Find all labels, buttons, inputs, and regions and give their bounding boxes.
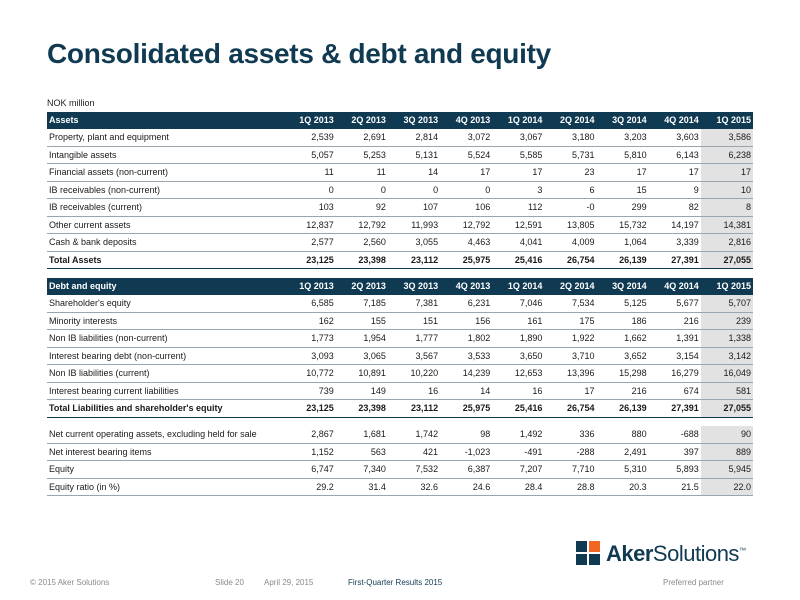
table-cell: 7,534 xyxy=(544,295,596,312)
table-cell: 3,072 xyxy=(440,129,492,146)
table-row xyxy=(47,478,753,496)
footer-slide: Slide 20 xyxy=(215,578,244,587)
table-cell: 216 xyxy=(649,312,701,330)
table-cell: 10,772 xyxy=(284,365,336,383)
table-cell: 581 xyxy=(701,382,753,400)
table-cell: 27,391 xyxy=(649,400,701,418)
table-cell: 156 xyxy=(440,312,492,330)
table-row xyxy=(47,234,753,252)
table-cell: 17 xyxy=(649,164,701,182)
column-header-period: 1Q 2015 xyxy=(701,278,753,295)
table-row xyxy=(47,443,753,461)
table-cell: 3,093 xyxy=(284,347,336,365)
table-cell: 161 xyxy=(492,312,544,330)
table-cell: 5,893 xyxy=(649,461,701,479)
table-cell: -0 xyxy=(544,199,596,217)
table-cell: 239 xyxy=(701,312,753,330)
table-cell: 12,792 xyxy=(336,216,388,234)
table-cell: 92 xyxy=(336,199,388,217)
table-cell: 12,653 xyxy=(492,365,544,383)
column-header-period: 2Q 2013 xyxy=(336,278,388,295)
table-cell: 10,220 xyxy=(388,365,440,383)
table-cell: 4,009 xyxy=(544,234,596,252)
table-cell: 5,057 xyxy=(284,146,336,164)
table-cell: 12,837 xyxy=(284,216,336,234)
table-cell: 2,577 xyxy=(284,234,336,252)
table-cell: 421 xyxy=(388,443,440,461)
table-cell: 1,391 xyxy=(649,330,701,348)
row-label: Net current operating assets, excluding held for sale xyxy=(47,426,284,443)
table-cell: 15,298 xyxy=(597,365,649,383)
table-cell: 26,754 xyxy=(544,251,596,269)
table-cell: 11 xyxy=(336,164,388,182)
table-cell: 29.2 xyxy=(284,478,336,496)
table-cell: 3,203 xyxy=(597,129,649,146)
row-label: Non IB liabilities (non-current) xyxy=(47,330,284,348)
table-cell: 3,652 xyxy=(597,347,649,365)
table-cell: 7,207 xyxy=(492,461,544,479)
row-label: Financial assets (non-current) xyxy=(47,164,284,182)
table-cell: 6,231 xyxy=(440,295,492,312)
table-cell: 880 xyxy=(597,426,649,443)
table-cell: 112 xyxy=(492,199,544,217)
table-cell: 106 xyxy=(440,199,492,217)
table-cell: 3,533 xyxy=(440,347,492,365)
table-cell: 1,802 xyxy=(440,330,492,348)
table-cell: 9 xyxy=(649,181,701,199)
row-label: Net interest bearing items xyxy=(47,443,284,461)
column-header-period: 3Q 2014 xyxy=(597,112,649,129)
table-row xyxy=(47,181,753,199)
table-cell: 7,340 xyxy=(336,461,388,479)
row-label: Equity xyxy=(47,461,284,479)
table-cell: 26,139 xyxy=(597,400,649,418)
table-cell: 7,185 xyxy=(336,295,388,312)
row-label: Other current assets xyxy=(47,216,284,234)
total-row xyxy=(47,400,753,418)
table-cell: 3,065 xyxy=(336,347,388,365)
table-cell: 6,747 xyxy=(284,461,336,479)
table-cell: 17 xyxy=(544,382,596,400)
table-cell: 3,339 xyxy=(649,234,701,252)
table-cell: 7,381 xyxy=(388,295,440,312)
table-cell: 2,560 xyxy=(336,234,388,252)
table-row xyxy=(47,461,753,479)
table-cell: 3,586 xyxy=(701,129,753,146)
column-header-period: 3Q 2013 xyxy=(388,278,440,295)
table-cell: 28.4 xyxy=(492,478,544,496)
table-cell: 175 xyxy=(544,312,596,330)
table-row xyxy=(47,146,753,164)
table-cell: 31.4 xyxy=(336,478,388,496)
table-cell: 3,603 xyxy=(649,129,701,146)
table-cell: 6,238 xyxy=(701,146,753,164)
table-cell: 27,391 xyxy=(649,251,701,269)
table-cell: 24.6 xyxy=(440,478,492,496)
row-label: Property, plant and equipment xyxy=(47,129,284,146)
column-header-period: 1Q 2013 xyxy=(284,112,336,129)
table-cell: 11 xyxy=(284,164,336,182)
table-cell: 0 xyxy=(440,181,492,199)
table-cell: 23,112 xyxy=(388,251,440,269)
table-row xyxy=(47,164,753,182)
table-cell: 6,143 xyxy=(649,146,701,164)
table-cell: 2,491 xyxy=(597,443,649,461)
table-cell: 17 xyxy=(701,164,753,182)
table-row xyxy=(47,347,753,365)
table-cell: 5,131 xyxy=(388,146,440,164)
table-cell: 3,055 xyxy=(388,234,440,252)
footer-event: First-Quarter Results 2015 xyxy=(348,578,443,587)
column-header-period: 1Q 2014 xyxy=(492,112,544,129)
table-cell: 22.0 xyxy=(701,478,753,496)
table-cell: -688 xyxy=(649,426,701,443)
table-cell: 5,707 xyxy=(701,295,753,312)
table-row xyxy=(47,199,753,217)
row-label: Interest bearing current liabilities xyxy=(47,382,284,400)
assets-table xyxy=(47,112,753,269)
table-cell: 299 xyxy=(597,199,649,217)
table-cell: 25,416 xyxy=(492,400,544,418)
table-cell: 1,681 xyxy=(336,426,388,443)
unit-label: NOK million xyxy=(47,98,95,108)
table-cell: 0 xyxy=(336,181,388,199)
table-cell: 149 xyxy=(336,382,388,400)
table-cell: 25,975 xyxy=(440,251,492,269)
row-label: Interest bearing debt (non-current) xyxy=(47,347,284,365)
table-cell: 23 xyxy=(544,164,596,182)
table-cell: 3,180 xyxy=(544,129,596,146)
column-header-label: Assets xyxy=(47,112,284,129)
table-row xyxy=(47,365,753,383)
table-cell: 397 xyxy=(649,443,701,461)
row-label: Non IB liabilities (current) xyxy=(47,365,284,383)
table-cell: 1,922 xyxy=(544,330,596,348)
footer-tag: Preferred partner xyxy=(663,578,724,587)
table-row xyxy=(47,216,753,234)
table-row xyxy=(47,312,753,330)
table-cell: 8 xyxy=(701,199,753,217)
table-cell: 26,754 xyxy=(544,400,596,418)
table-cell: 90 xyxy=(701,426,753,443)
table-cell: 1,064 xyxy=(597,234,649,252)
table-cell: 14,381 xyxy=(701,216,753,234)
table-cell: 563 xyxy=(336,443,388,461)
column-header-period: 2Q 2014 xyxy=(544,278,596,295)
table-cell: 6,585 xyxy=(284,295,336,312)
column-header-period: 4Q 2013 xyxy=(440,278,492,295)
table-cell: 1,492 xyxy=(492,426,544,443)
table-header-row xyxy=(47,278,753,295)
table-cell: 5,125 xyxy=(597,295,649,312)
table-cell: 0 xyxy=(388,181,440,199)
table-cell: 13,396 xyxy=(544,365,596,383)
table-cell: 14 xyxy=(388,164,440,182)
total-row xyxy=(47,251,753,269)
column-header-period: 1Q 2015 xyxy=(701,112,753,129)
table-cell: 1,954 xyxy=(336,330,388,348)
table-cell: 5,524 xyxy=(440,146,492,164)
table-cell: 14,197 xyxy=(649,216,701,234)
row-label: Total Assets xyxy=(47,251,284,269)
table-cell: 6 xyxy=(544,181,596,199)
table-cell: 3,142 xyxy=(701,347,753,365)
table-cell: 1,662 xyxy=(597,330,649,348)
table-cell: 2,867 xyxy=(284,426,336,443)
table-cell: 162 xyxy=(284,312,336,330)
footer-copyright: © 2015 Aker Solutions xyxy=(30,578,110,587)
table-cell: 17 xyxy=(597,164,649,182)
table-cell: 3,154 xyxy=(649,347,701,365)
table-cell: 82 xyxy=(649,199,701,217)
table-cell: -491 xyxy=(492,443,544,461)
row-label: IB receivables (non-current) xyxy=(47,181,284,199)
column-header-period: 4Q 2013 xyxy=(440,112,492,129)
aker-solutions-logo xyxy=(576,541,745,567)
table-cell: 26,139 xyxy=(597,251,649,269)
column-header-period: 3Q 2014 xyxy=(597,278,649,295)
table-cell: 7,710 xyxy=(544,461,596,479)
table-row xyxy=(47,426,753,443)
table-cell: 25,975 xyxy=(440,400,492,418)
table-cell: 23,125 xyxy=(284,400,336,418)
column-header-period: 3Q 2013 xyxy=(388,112,440,129)
row-label: Shareholder's equity xyxy=(47,295,284,312)
debt-equity-table xyxy=(47,278,753,418)
table-header-row xyxy=(47,112,753,129)
table-cell: 216 xyxy=(597,382,649,400)
table-cell: 0 xyxy=(284,181,336,199)
row-label: Minority interests xyxy=(47,312,284,330)
column-header-period: 2Q 2014 xyxy=(544,112,596,129)
table-cell: 186 xyxy=(597,312,649,330)
table-cell: 1,338 xyxy=(701,330,753,348)
table-cell: 5,731 xyxy=(544,146,596,164)
table-cell: 27,055 xyxy=(701,251,753,269)
table-cell: 27,055 xyxy=(701,400,753,418)
table-cell: -1,023 xyxy=(440,443,492,461)
table-cell: 98 xyxy=(440,426,492,443)
table-cell: 6,387 xyxy=(440,461,492,479)
table-cell: 103 xyxy=(284,199,336,217)
table-cell: 16,049 xyxy=(701,365,753,383)
table-cell: 3,067 xyxy=(492,129,544,146)
table-cell: 3,650 xyxy=(492,347,544,365)
table-cell: 25,416 xyxy=(492,251,544,269)
table-cell: 23,398 xyxy=(336,400,388,418)
table-row xyxy=(47,129,753,146)
table-cell: 5,253 xyxy=(336,146,388,164)
table-cell: 14,239 xyxy=(440,365,492,383)
table-cell: 889 xyxy=(701,443,753,461)
table-cell: 5,310 xyxy=(597,461,649,479)
table-row xyxy=(47,295,753,312)
table-cell: 32.6 xyxy=(388,478,440,496)
table-cell: 7,532 xyxy=(388,461,440,479)
table-cell: 16 xyxy=(388,382,440,400)
table-cell: 10 xyxy=(701,181,753,199)
table-cell: 151 xyxy=(388,312,440,330)
table-cell: 17 xyxy=(440,164,492,182)
table-cell: 4,463 xyxy=(440,234,492,252)
table-cell: 3 xyxy=(492,181,544,199)
row-label: Equity ratio (in %) xyxy=(47,478,284,496)
row-label: Total Liabilities and shareholder's equity xyxy=(47,400,284,418)
column-header-period: 1Q 2013 xyxy=(284,278,336,295)
column-header-period: 2Q 2013 xyxy=(336,112,388,129)
table-cell: 15,732 xyxy=(597,216,649,234)
table-cell: 4,041 xyxy=(492,234,544,252)
column-header-label: Debt and equity xyxy=(47,278,284,295)
table-cell: 5,945 xyxy=(701,461,753,479)
table-cell: 1,152 xyxy=(284,443,336,461)
table-cell: 16 xyxy=(492,382,544,400)
table-cell: 7,046 xyxy=(492,295,544,312)
table-cell: 23,125 xyxy=(284,251,336,269)
column-header-period: 4Q 2014 xyxy=(649,278,701,295)
table-cell: 10,891 xyxy=(336,365,388,383)
table-cell: 5,810 xyxy=(597,146,649,164)
logo-text: AkerSolutions™ xyxy=(606,541,746,566)
table-cell: 5,585 xyxy=(492,146,544,164)
table-cell: 2,814 xyxy=(388,129,440,146)
row-label: IB receivables (current) xyxy=(47,199,284,217)
table-cell: 3,710 xyxy=(544,347,596,365)
table-row xyxy=(47,382,753,400)
table-cell: 3,567 xyxy=(388,347,440,365)
table-cell: 23,398 xyxy=(336,251,388,269)
key-figures-table xyxy=(47,426,753,496)
logo-mark-icon xyxy=(576,541,602,567)
table-cell: 1,773 xyxy=(284,330,336,348)
table-cell: 15 xyxy=(597,181,649,199)
table-cell: 28.8 xyxy=(544,478,596,496)
table-cell: 155 xyxy=(336,312,388,330)
table-cell: 23,112 xyxy=(388,400,440,418)
row-label: Cash & bank deposits xyxy=(47,234,284,252)
table-cell: 107 xyxy=(388,199,440,217)
column-header-period: 4Q 2014 xyxy=(649,112,701,129)
table-cell: 5,677 xyxy=(649,295,701,312)
table-cell: 2,691 xyxy=(336,129,388,146)
footer-date: April 29, 2015 xyxy=(264,578,314,587)
table-cell: -288 xyxy=(544,443,596,461)
table-cell: 14 xyxy=(440,382,492,400)
table-cell: 336 xyxy=(544,426,596,443)
table-cell: 1,777 xyxy=(388,330,440,348)
table-cell: 1,742 xyxy=(388,426,440,443)
table-row xyxy=(47,330,753,348)
table-cell: 12,591 xyxy=(492,216,544,234)
table-cell: 674 xyxy=(649,382,701,400)
table-cell: 2,539 xyxy=(284,129,336,146)
table-cell: 11,993 xyxy=(388,216,440,234)
page-title: Consolidated assets & debt and equity xyxy=(47,38,551,69)
table-cell: 16,279 xyxy=(649,365,701,383)
table-cell: 1,890 xyxy=(492,330,544,348)
row-label: Intangible assets xyxy=(47,146,284,164)
table-cell: 21.5 xyxy=(649,478,701,496)
table-cell: 12,792 xyxy=(440,216,492,234)
table-cell: 739 xyxy=(284,382,336,400)
table-cell: 20.3 xyxy=(597,478,649,496)
table-cell: 2,816 xyxy=(701,234,753,252)
table-cell: 17 xyxy=(492,164,544,182)
table-cell: 13,805 xyxy=(544,216,596,234)
column-header-period: 1Q 2014 xyxy=(492,278,544,295)
